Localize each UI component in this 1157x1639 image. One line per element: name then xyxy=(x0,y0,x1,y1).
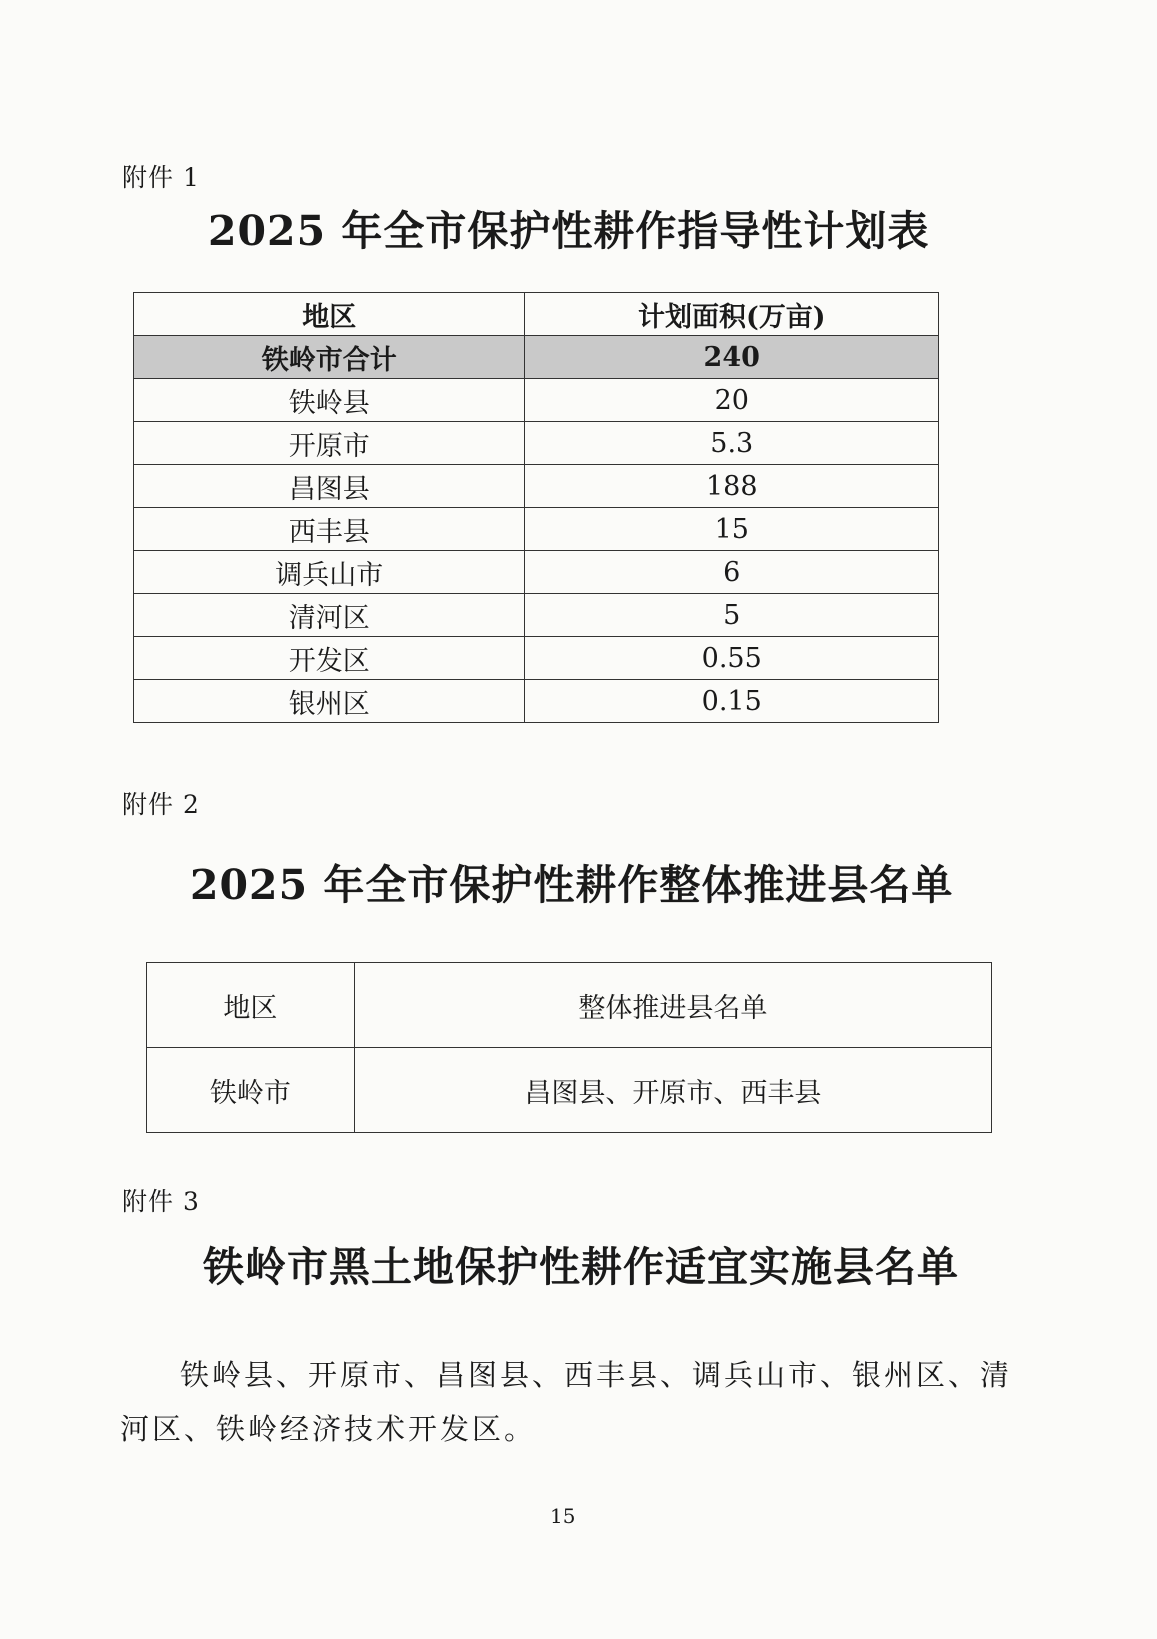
table-row xyxy=(134,637,939,680)
row-area: 20 xyxy=(525,379,939,422)
column-header-area: 计划面积(万亩) xyxy=(525,293,939,336)
attachment-1-label: 附件 1 xyxy=(122,163,200,192)
attachment-3-title: 铁岭市黑土地保护性耕作适宜实施县名单 xyxy=(203,1243,959,1291)
table-row xyxy=(134,422,939,465)
row-county-list: 昌图县、开原市、西丰县 xyxy=(354,1048,991,1133)
plan-table xyxy=(133,292,939,723)
row-region: 调兵山市 xyxy=(134,551,525,594)
column-header-region: 地区 xyxy=(134,293,525,336)
row-region: 开原市 xyxy=(134,422,525,465)
county-list-line-2: 河区、铁岭经济技术开发区。 xyxy=(120,1412,537,1446)
attachment-2-title: 2025 年全市保护性耕作整体推进县名单 xyxy=(190,861,954,909)
row-area: 188 xyxy=(525,465,939,508)
table-header-row xyxy=(147,963,992,1048)
row-region: 银州区 xyxy=(134,680,525,723)
column-header-list: 整体推进县名单 xyxy=(354,963,991,1048)
attachment-2-label: 附件 2 xyxy=(122,790,200,819)
table-row xyxy=(134,379,939,422)
total-area: 240 xyxy=(525,336,939,379)
total-region: 铁岭市合计 xyxy=(134,336,525,379)
table-row xyxy=(134,508,939,551)
table-row xyxy=(147,1048,992,1133)
county-list-table xyxy=(146,962,992,1133)
row-area: 0.15 xyxy=(525,680,939,723)
column-header-region: 地区 xyxy=(147,963,355,1048)
attachment-1-title: 2025 年全市保护性耕作指导性计划表 xyxy=(208,207,930,255)
table-total-row xyxy=(134,336,939,379)
row-region: 昌图县 xyxy=(134,465,525,508)
attachment-3-label: 附件 3 xyxy=(122,1187,200,1216)
row-region: 清河区 xyxy=(134,594,525,637)
row-region: 铁岭县 xyxy=(134,379,525,422)
row-area: 5 xyxy=(525,594,939,637)
row-area: 5.3 xyxy=(525,422,939,465)
table-row xyxy=(134,551,939,594)
row-area: 0.55 xyxy=(525,637,939,680)
page-number: 15 xyxy=(550,1504,576,1528)
row-region: 开发区 xyxy=(134,637,525,680)
row-region: 西丰县 xyxy=(134,508,525,551)
table-row xyxy=(134,594,939,637)
row-area: 15 xyxy=(525,508,939,551)
table-row xyxy=(134,680,939,723)
table-row xyxy=(134,465,939,508)
row-area: 6 xyxy=(525,551,939,594)
table-header-row xyxy=(134,293,939,336)
county-list-line-1: 铁岭县、开原市、昌图县、西丰县、调兵山市、银州区、清 xyxy=(180,1358,1013,1392)
row-region: 铁岭市 xyxy=(147,1048,355,1133)
